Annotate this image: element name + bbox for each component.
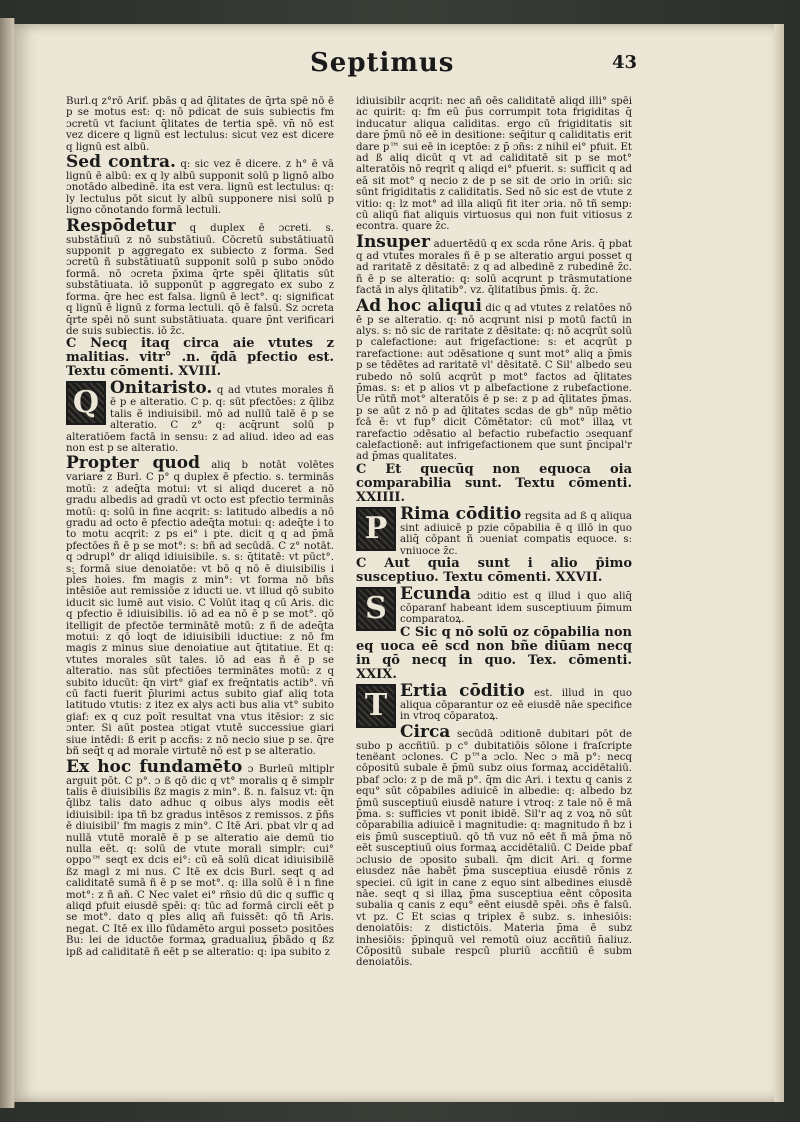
right-text-citation-29: C Sic q nō solū oz cōpabilia non eq uoca eē scd non bñe diūam necq in qō necq in quo. Tex. cōmenti. XXIX. (356, 624, 632, 682)
right-heading-tertia-conditio: Ertia cōditio (400, 680, 525, 701)
right-text-citation-24: C Et quecūq non equoca oia comparabilia sunt. Textu cōmenti. XXIIII. (356, 461, 632, 505)
page-fore-edge (774, 24, 784, 1102)
folio-number: 43 (612, 52, 638, 73)
left-paragraph-1: Burl.q z°rō Arif. pbās q ad q̄litates de q̄rta spē nō ē p se motus est: q: nō pdicat de suis subiectis fm ɔcretū vt faciunt q̄litates de tertia spē. vn̄ nō est vez dicere q lignū est lectulus: sicut vez est dicere q lignū est albū. (66, 96, 334, 153)
left-heading-sed-contra: Sed contra. (66, 152, 176, 173)
right-paragraph-5: regsita ad ß q aliqua sint adiuicē p pzie cōpabilia ē q illō in quo aliq̄ cōpant ñ ɔueniat compatis equoce. s: vniuoce z̄c. (400, 510, 632, 557)
left-paragraph-2: q: sic vez ē dicere. z h° ē vā lignū ē albū: ex q ly albū supponit solū p lignō albo ɔnotādo albedinē. ita est vera. lignū est lectulus: q: ly lectulus pōt sicut ly albū supponere nisi solū p ligno cōnotando formā lectuli. (66, 159, 334, 217)
right-paragraph-7: ɔditio est q illud i quo aliq̄ cōparanf habeant idem susceptiuum p̄imum comparatoꝝ. (400, 591, 632, 626)
right-paragraph-1: idiuisibilr acqrit: nec añ oēs caliditatē aliqd illi° spēi ac quirit: q: fm eū p̄us corrumpit tota frigiditas q̄ inducatur aliqua caliditas. ergo cū frigiditatis sit dare p̄mū nō eē in desitione: seq̄itur q caliditatis erit dare p™ sui eē in iceptōe: z p̄ ɔñs: z nihil ei° pfuit. Et ad ß aliq dicūt q vt ad caliditatē sit p se mot° alteratōis nō reqrit q aliqd ei° pfuerit. s: sufficit q ad eā sit mot° q necio z de p se sit de ɔrio in ɔriū: sic sūnt frigiditatis z caliditatis. Sed nō sic est de vtute z vitio: q: lz mot° ad illa aliqū fit iter ɔria. nō tñ semp: cū aliqū fiat aliquis virtuosus qui non fuit vitiosus z econtra. quare z̄c. (356, 96, 632, 233)
left-heading-onitaristo: Onitaristo. (110, 378, 213, 399)
running-title: Septimus (310, 48, 455, 78)
right-heading-prima-conditio: Rima cōditio (400, 503, 522, 524)
left-paragraph-6: aliq b notāt volētes variare z Burl. C p° q duplex ē pfectio. s. terminās motū: z adeq̄ta motui: vt si aliqd duceret a nō gradu albedis ad gradū vt octo est pfectio terminās motū: q: solū in fine acqrit: s: latitudo albedis a nō gradu ad octo ē pfectio adeq̄ta motui: q: adeq̄te i to to motu acqrit: z ps ei° i pte. dicit q q ad p̄mā pfectōes ñ ē p se mot°: s: bñ ad secūdā. C z° notāt. q ɔdrupl° dr aliqd idiuisibile. s. s: q̄titatē: vt pūct°. s: formā siue denoiatōe: vt bō q nō ē diuisibilis i pl̄es hoies. fm magis z min°: vt forma nō bñs intēsiōe aut remissiōe z iducti ue. vt illud qō subito iducit sic lumē aut visio. C Volūt itaq q cū Aris. dic q pfectio ē idiuisibilis. iō ad ea nō ē p se mot°. qō itelligit de pfectōe terminātē motū: z ñ de adeq̄ta motui: z qō loqt de idiuisibili iductiue: z nō fm magis z minus siue denoiatiue aut q̄titatiue. Et q: vtutes morales sūt tales. iō ad eas ñ ē p se alteratio. nas sūt pfectiōes terminātes motū: z q subito iducūt: q̄n virt° giaf ex freq̄ntatis actib°. vn̄ cū facti fuerit p̄lurimi actus subito giaf aliq tota latitudo vtutis: z itez ex alys acti bus alia vt° subito giaf: ex q cuz poīt resultat vna vtus itēsior: z sic ɔnter. Si aūt postea ɔtigat vtutē successiue giari siue intēdi: ß erit p accñs: z nō necio siue p se. q̄re bñ seq̄t q ad morale virtutē nō est p se alteratio. (66, 460, 334, 758)
decorated-initial-t: T (356, 684, 396, 728)
left-paragraph-5: q ad vtutes morales ñ ē p e alteratio. C p. q: sūt pfectōes: z q̄libz talis ē indiuisibil. mō ad nullū talē ē p se alteratio. C z° q: acq̄runt solū p alteratiōem factā in sensu: z ad aliud. ideo ad eas non est p se alteratio. (66, 385, 334, 454)
right-paragraph-9: est. illud in quo aliqua cōparantur oz eē eiusdē nāe specifice in vtroq cōparatoꝝ. (400, 687, 633, 723)
previous-page-edge (0, 18, 15, 1108)
decorated-initial-s: S (356, 587, 396, 631)
right-heading-insuper: Insuper (356, 231, 430, 252)
left-paragraph-7: ɔ Burleū mltiplr arguit pōt. C p°. ɔ ß qō dic q vt° moralis q ē simplr talis ē diuisibilis ßz magis z min°. ß. n. falsuz vt: q̄n q̄libz talis dato adhuc q oibus alys modis eēt idiuisibil: ipa tñ bz gradus intēsos z remissos. z p̄ñs ē diuisibil' fm magis z min°. C Itē Ari. pbat vlr q ad nullā vtutē moralē ē p se alteratio aie demū tio nulla eēt. q: solū de vtute morali simplr: cui° oppo™ seqt ex dcis ei°: cū eā solū dicat idiuisibilē ßz magl z mi nus. C Itē ex dcis Burl. seqt q ad caliditatē sumā ñ ē p se mot°. q: illa solū ē i n fine mot°: z ñ añ. C Nec valet ei° rñsio dū dic q suffic q aliqd pfuit eiusdē spēi: q: tūc ad formā circli eēt p se mot°. dato q pl̄es aliq añ fuissēt: qō tñ Aris. negat. C Itē ex illo fūdamēto argui possetɔ positōes Bu: lei de iductōe formaꝝ gradualiuꝝ p̄bādo q ßz ipß ad caliditatē ñ eēt p se alteratio: q: ipa subito z (66, 763, 334, 958)
right-heading-circa: Circa (400, 721, 451, 742)
left-heading-ex-hoc-fundamento: Ex hoc fundamēto (66, 756, 243, 777)
right-text-citation-27: C Aut quia sunt i alio p̄imo susceptiuo. Textu cōmenti. XXVII. (356, 556, 632, 585)
left-heading-propter-quod: Propter quod (66, 453, 200, 474)
right-paragraph-3: dic q ad vtutes z relatōes nō ē p se alteratio. q: nō acqrunt nisi p motū factū in alys. s: nō sic de raritate z dēsitate: q: nō acqrūt solū p calefactione: aut frigefactione: s: et acqrūt p rarefactione: aut ɔdēsatione q sunt mot° aliq a p̄mis p se tēdētes ad raritatē vl' dēsitatē. C Sil' albedo seu rubedo nō solū acqrūt p mot° factos ad q̄litates p̄mas. s: et p alios vt p albefactione z rubefactione. Ue rūtñ mot° alteratōis ē p se: z p ad q̄litates p̄mas. p se aūt z nō p ad q̄litates scdas de gb° nūp mētio fcā ē: vt fup° dicit Cōmētator: cū mot° illaꝝ vt rarefactio ɔdēsatio al befactio rubefactio ɔsequanf calefactionē: aut infrigefactionem que sunt p̄ncipal'r ad p̄mas qualitates. (356, 302, 632, 463)
right-heading-ad-hoc-aliqui: Ad hoc aliqui (356, 295, 482, 316)
left-column (66, 96, 334, 958)
left-heading-respondetur: Respōdetur (66, 215, 176, 236)
decorated-initial-q: Q (66, 381, 106, 425)
left-paragraph-3: q duplex ē ɔcreti. s. substātiuū z nō substātiuū. Cōcretū substātiuatū supponit p aggregato ex subiecto z forma. Sed ɔcretū ñ substātiuatū supponit solū p subo ɔnōdo formā. nō ɔcreta p̄xima q̄rte spēi q̄litatis sūt substātiuata. iō supponūt p aggregato ex subo z forma. q̄re hec est falsa. lignū ē lect°. q: significat q lignū ē lignū z forma lectuli. qō ē falsū. Sz ɔcreta q̄rte spēi nō sunt substātiuata. quare p̄nt verificari de suis subiectis. iō z̄c. (66, 222, 334, 337)
right-paragraph-10: secūdā ɔditionē dubitari pōt de subo p accñtiū. p c° dubitatiōis sōlone i fraſcripte tenëant ɔclones. C p™a ɔclo. Nec ɔ mā p°: necq cōpositū subale ē p̄mū subz oius formaꝝ accidētaliū. pbaf ɔclo: z p de mā p°. q̄m dic Ari. i textu q canis z equ° sūt cōpabiles adiuicē in albedie: q: albedo bz p̄mū susceptiuū eiusdē nature i vtroq: z tale nō ē mā p̄ma. s: sufficies vt ponit ibidē. Sil'r aq z voꝝ nō sūt cōparabilia adiuicē i magnitudie: q: magnitudo ñ bz i eis p̄mū susceptiuū. qō tñ vuz nō eēt ñ mā p̄ma nō eēt susceptiuū oius formaꝝ accidētaliū. C Deide pbaf ɔclusio de ɔposito subali. q̄m dicit Ari. q forme eiusdez nāe habēt p̄ma susceptiua eiusdē rōnis z speciei. cū igit in cane z equo sint albedines eiusdē nāe. seqt q si illaꝝ p̄ma susceptiua eēnt cōposita subalia q canis z equ° eēnt eiusdē spēi. ɔñs ē falsū. vt pz. C Et scias q triplex ē subz. s. inhesiōis: denoiatōis: z distictōis. Materia p̄ma ē subz inhesiōis: p̄pinquū vel remotū oiuz accñtiū n̄aliuz. Cōpositū subale respcū pluriū accñtiū ē subm denoiatōis. (356, 728, 632, 969)
right-paragraph-2: aduertēdū q ex scda rōne Aris. q̄ pbat q ad vtutes morales ñ ē p se alteratio argui posset q ad raritatē z dēsitatē: z q ad albedinē z rubedinē z̄c. ñ ē p se alteratio: q: solū acqrunt p trāsmutatione factā in alys q̄litatib°. vz. q̄litatibus p̄mis. q̄. z̄c. (356, 238, 632, 297)
right-heading-secunda: Ecunda (400, 584, 471, 604)
decorated-initial-p: P (356, 507, 396, 551)
right-column (356, 96, 632, 969)
left-text-citation-18: C Necq itaq circa aie vtutes z malitias. vitr° .n. q̄dā pfectio est. Textu cōmenti. XVIII. (66, 336, 334, 380)
